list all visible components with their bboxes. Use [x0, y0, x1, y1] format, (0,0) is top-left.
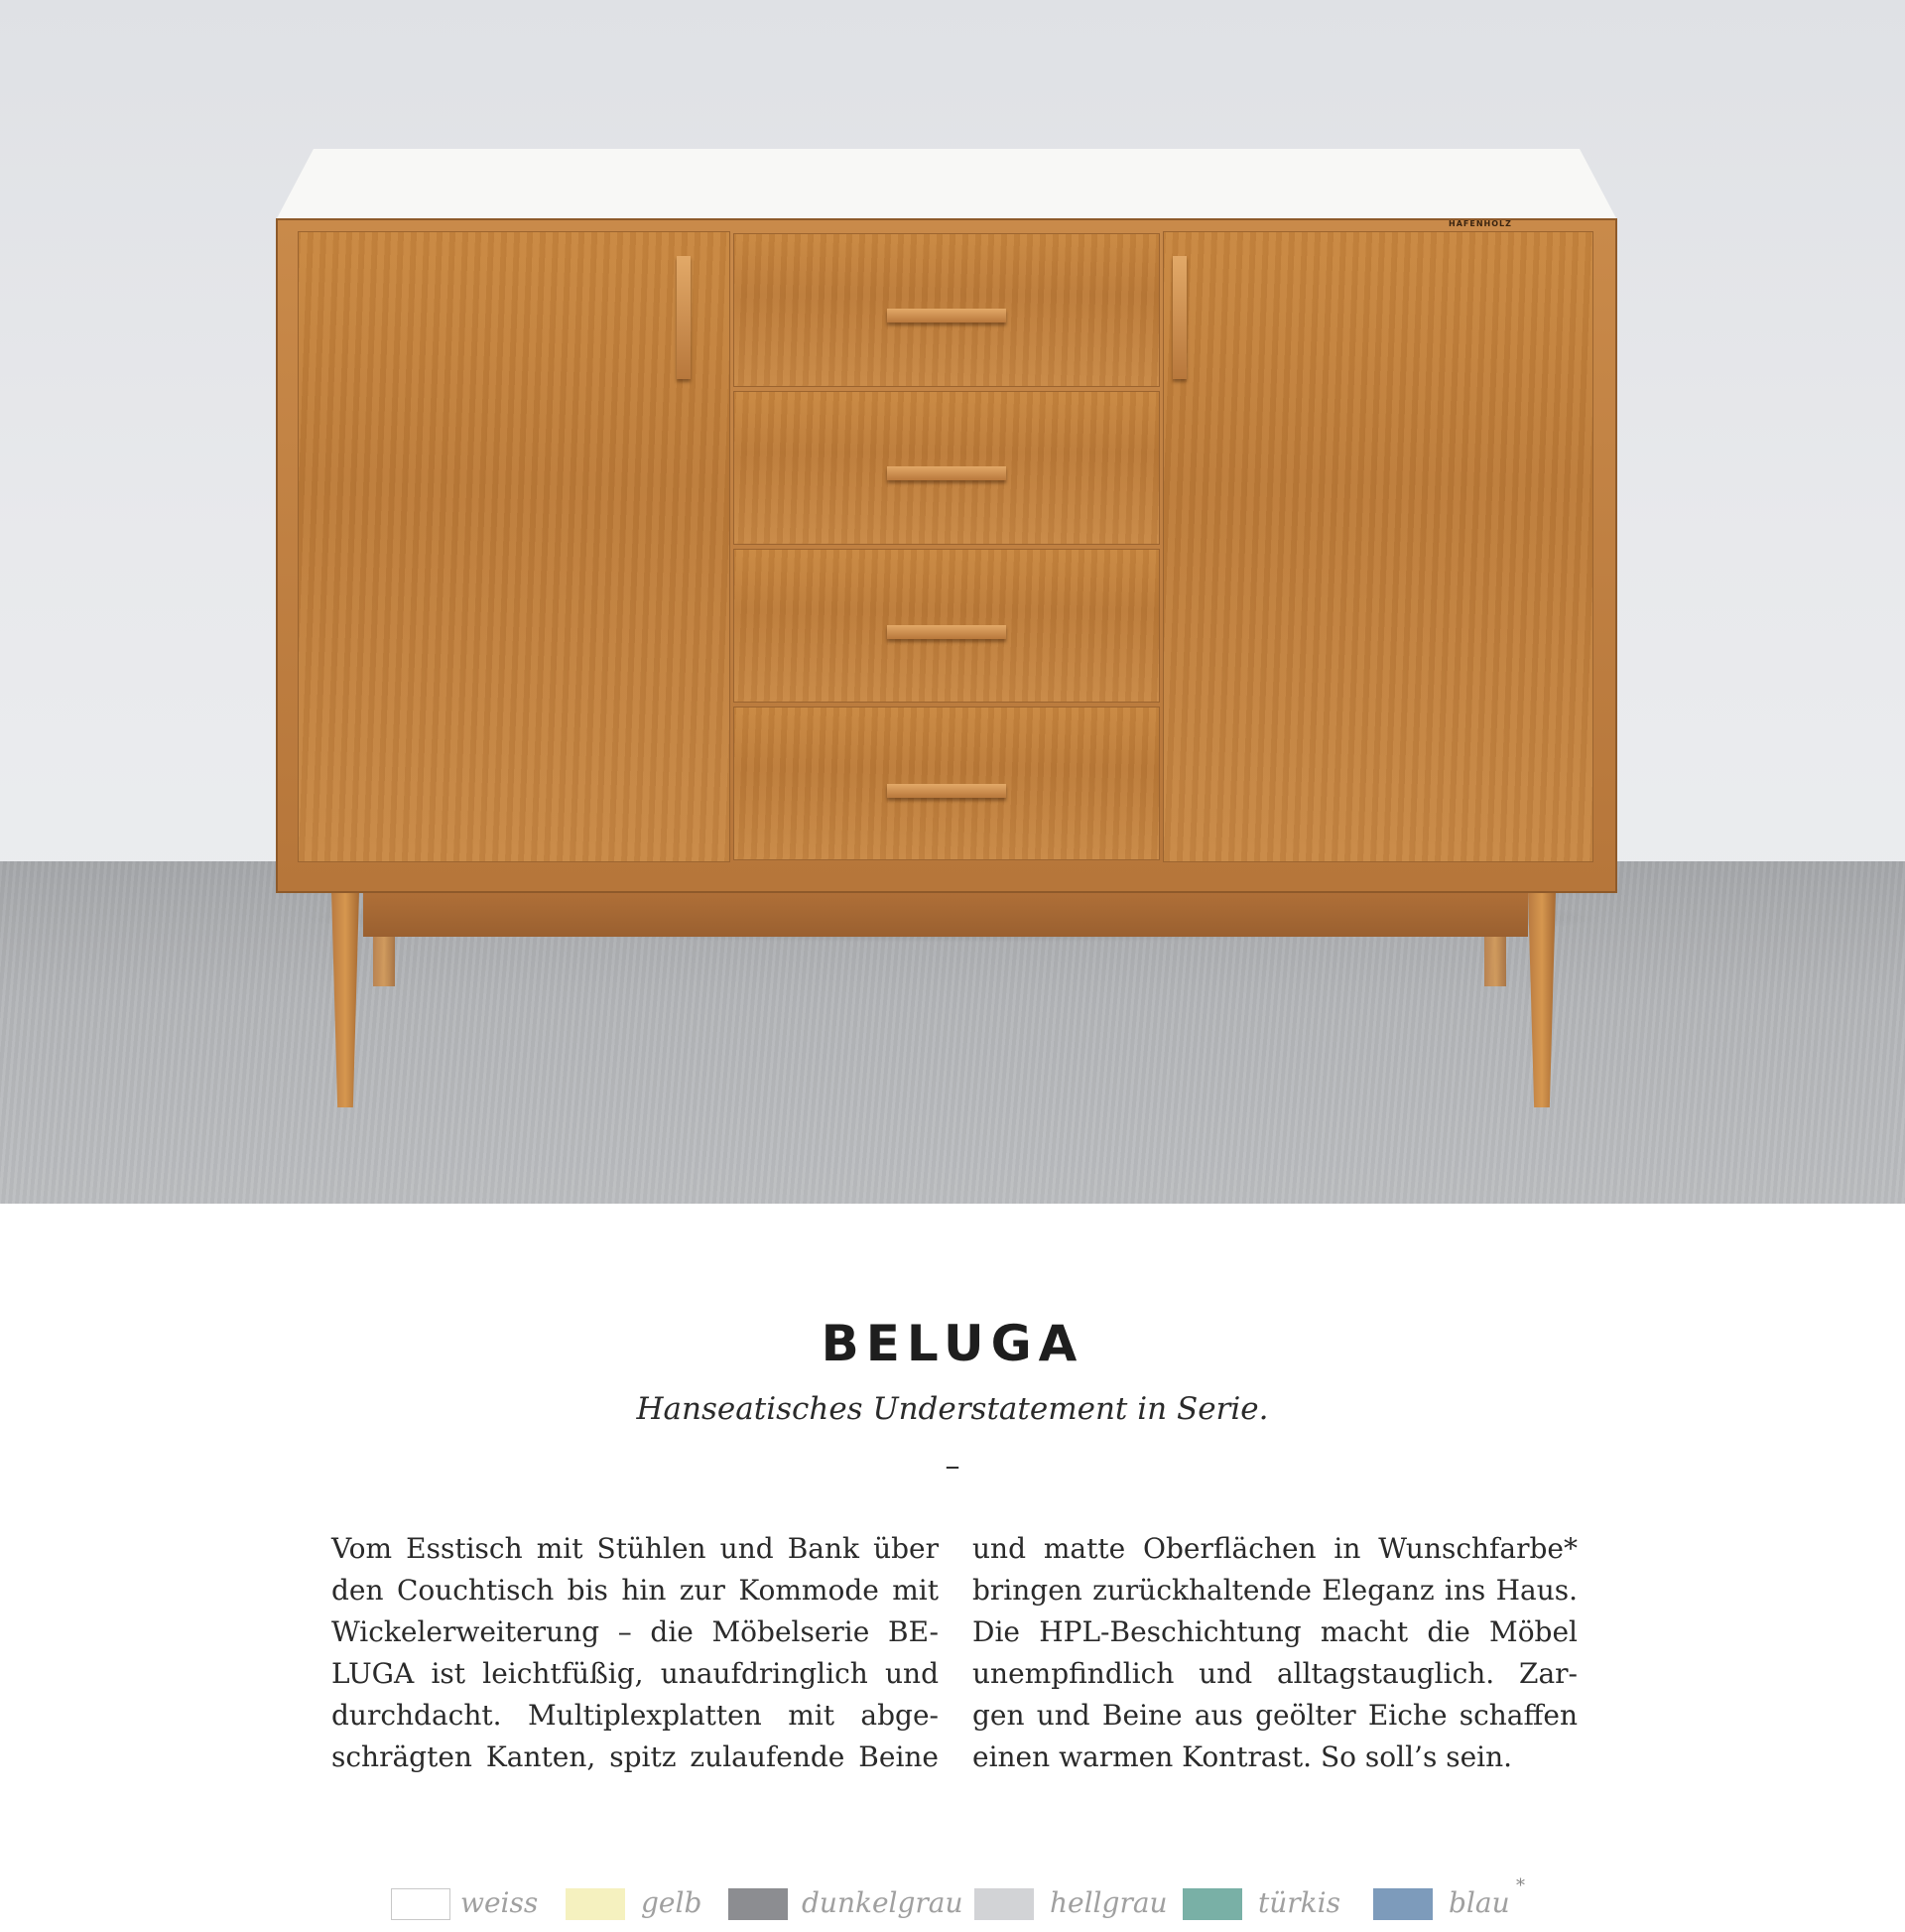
text-line: unempfindlich und alltagstauglich. Zar- — [972, 1657, 1578, 1690]
drawer-4-handle — [887, 784, 1006, 798]
drawer-3-handle — [887, 625, 1006, 639]
text-line: und matte Oberflächen in Wunschfarbe* — [972, 1532, 1578, 1565]
separator: – — [945, 1449, 960, 1483]
door-right — [1163, 231, 1593, 862]
swatch-chip — [566, 1888, 625, 1920]
text-line: Vom Esstisch mit Stühlen und Bank über — [331, 1532, 939, 1565]
drawer-2-handle — [887, 466, 1006, 480]
swatch-label: hellgrau — [1050, 1886, 1168, 1919]
text-line: den Couchtisch bis hin zur Kommode mit — [331, 1574, 939, 1607]
swatch-chip — [1183, 1888, 1242, 1920]
swatch-chip — [391, 1888, 450, 1920]
sideboard-frame — [363, 891, 1528, 937]
swatch-chip — [728, 1888, 788, 1920]
sideboard-top — [276, 149, 1617, 220]
description-column-1 — [331, 1528, 939, 1778]
text-line: LUGA ist leichtfüßig, unaufdringlich und — [331, 1657, 939, 1690]
door-right-handle — [1173, 256, 1187, 379]
description-column-2 — [972, 1528, 1578, 1778]
swatch-label: gelb — [641, 1886, 702, 1919]
swatch-chip — [974, 1888, 1034, 1920]
brand-mark: HAFENHOLZ — [1449, 219, 1512, 228]
text-line: Wickelerweiterung – die Möbelserie BE- — [331, 1615, 939, 1648]
text-line: Die HPL-Beschichtung macht die Möbel — [972, 1615, 1578, 1648]
door-left — [298, 231, 730, 862]
text-line: gen und Beine aus geölter Eiche schaffen — [972, 1699, 1578, 1732]
swatch-label: blau — [1449, 1886, 1510, 1919]
drawer-1-handle — [887, 309, 1006, 322]
swatch-chip — [1373, 1888, 1433, 1920]
product-subtitle: Hanseatisches Understatement in Serie. — [636, 1391, 1269, 1427]
swatch-label: dunkelgrau — [802, 1886, 963, 1919]
swatch-label: türkis — [1258, 1886, 1340, 1919]
door-left-handle — [677, 256, 691, 379]
text-line: einen warmen Kontrast. So soll’s sein. — [972, 1740, 1513, 1773]
swatch-label: weiss — [460, 1886, 539, 1919]
text-line: bringen zurückhaltende Eleganz ins Haus. — [972, 1574, 1578, 1607]
text-line: durchdacht. Multiplexplatten mit abge- — [331, 1699, 939, 1732]
text-line: schrägten Kanten, spitz zulaufende Beine — [331, 1740, 939, 1773]
product-title: BELUGA — [821, 1315, 1084, 1372]
color-swatches — [0, 1878, 1905, 1918]
footnote-mark: * — [1516, 1875, 1525, 1896]
